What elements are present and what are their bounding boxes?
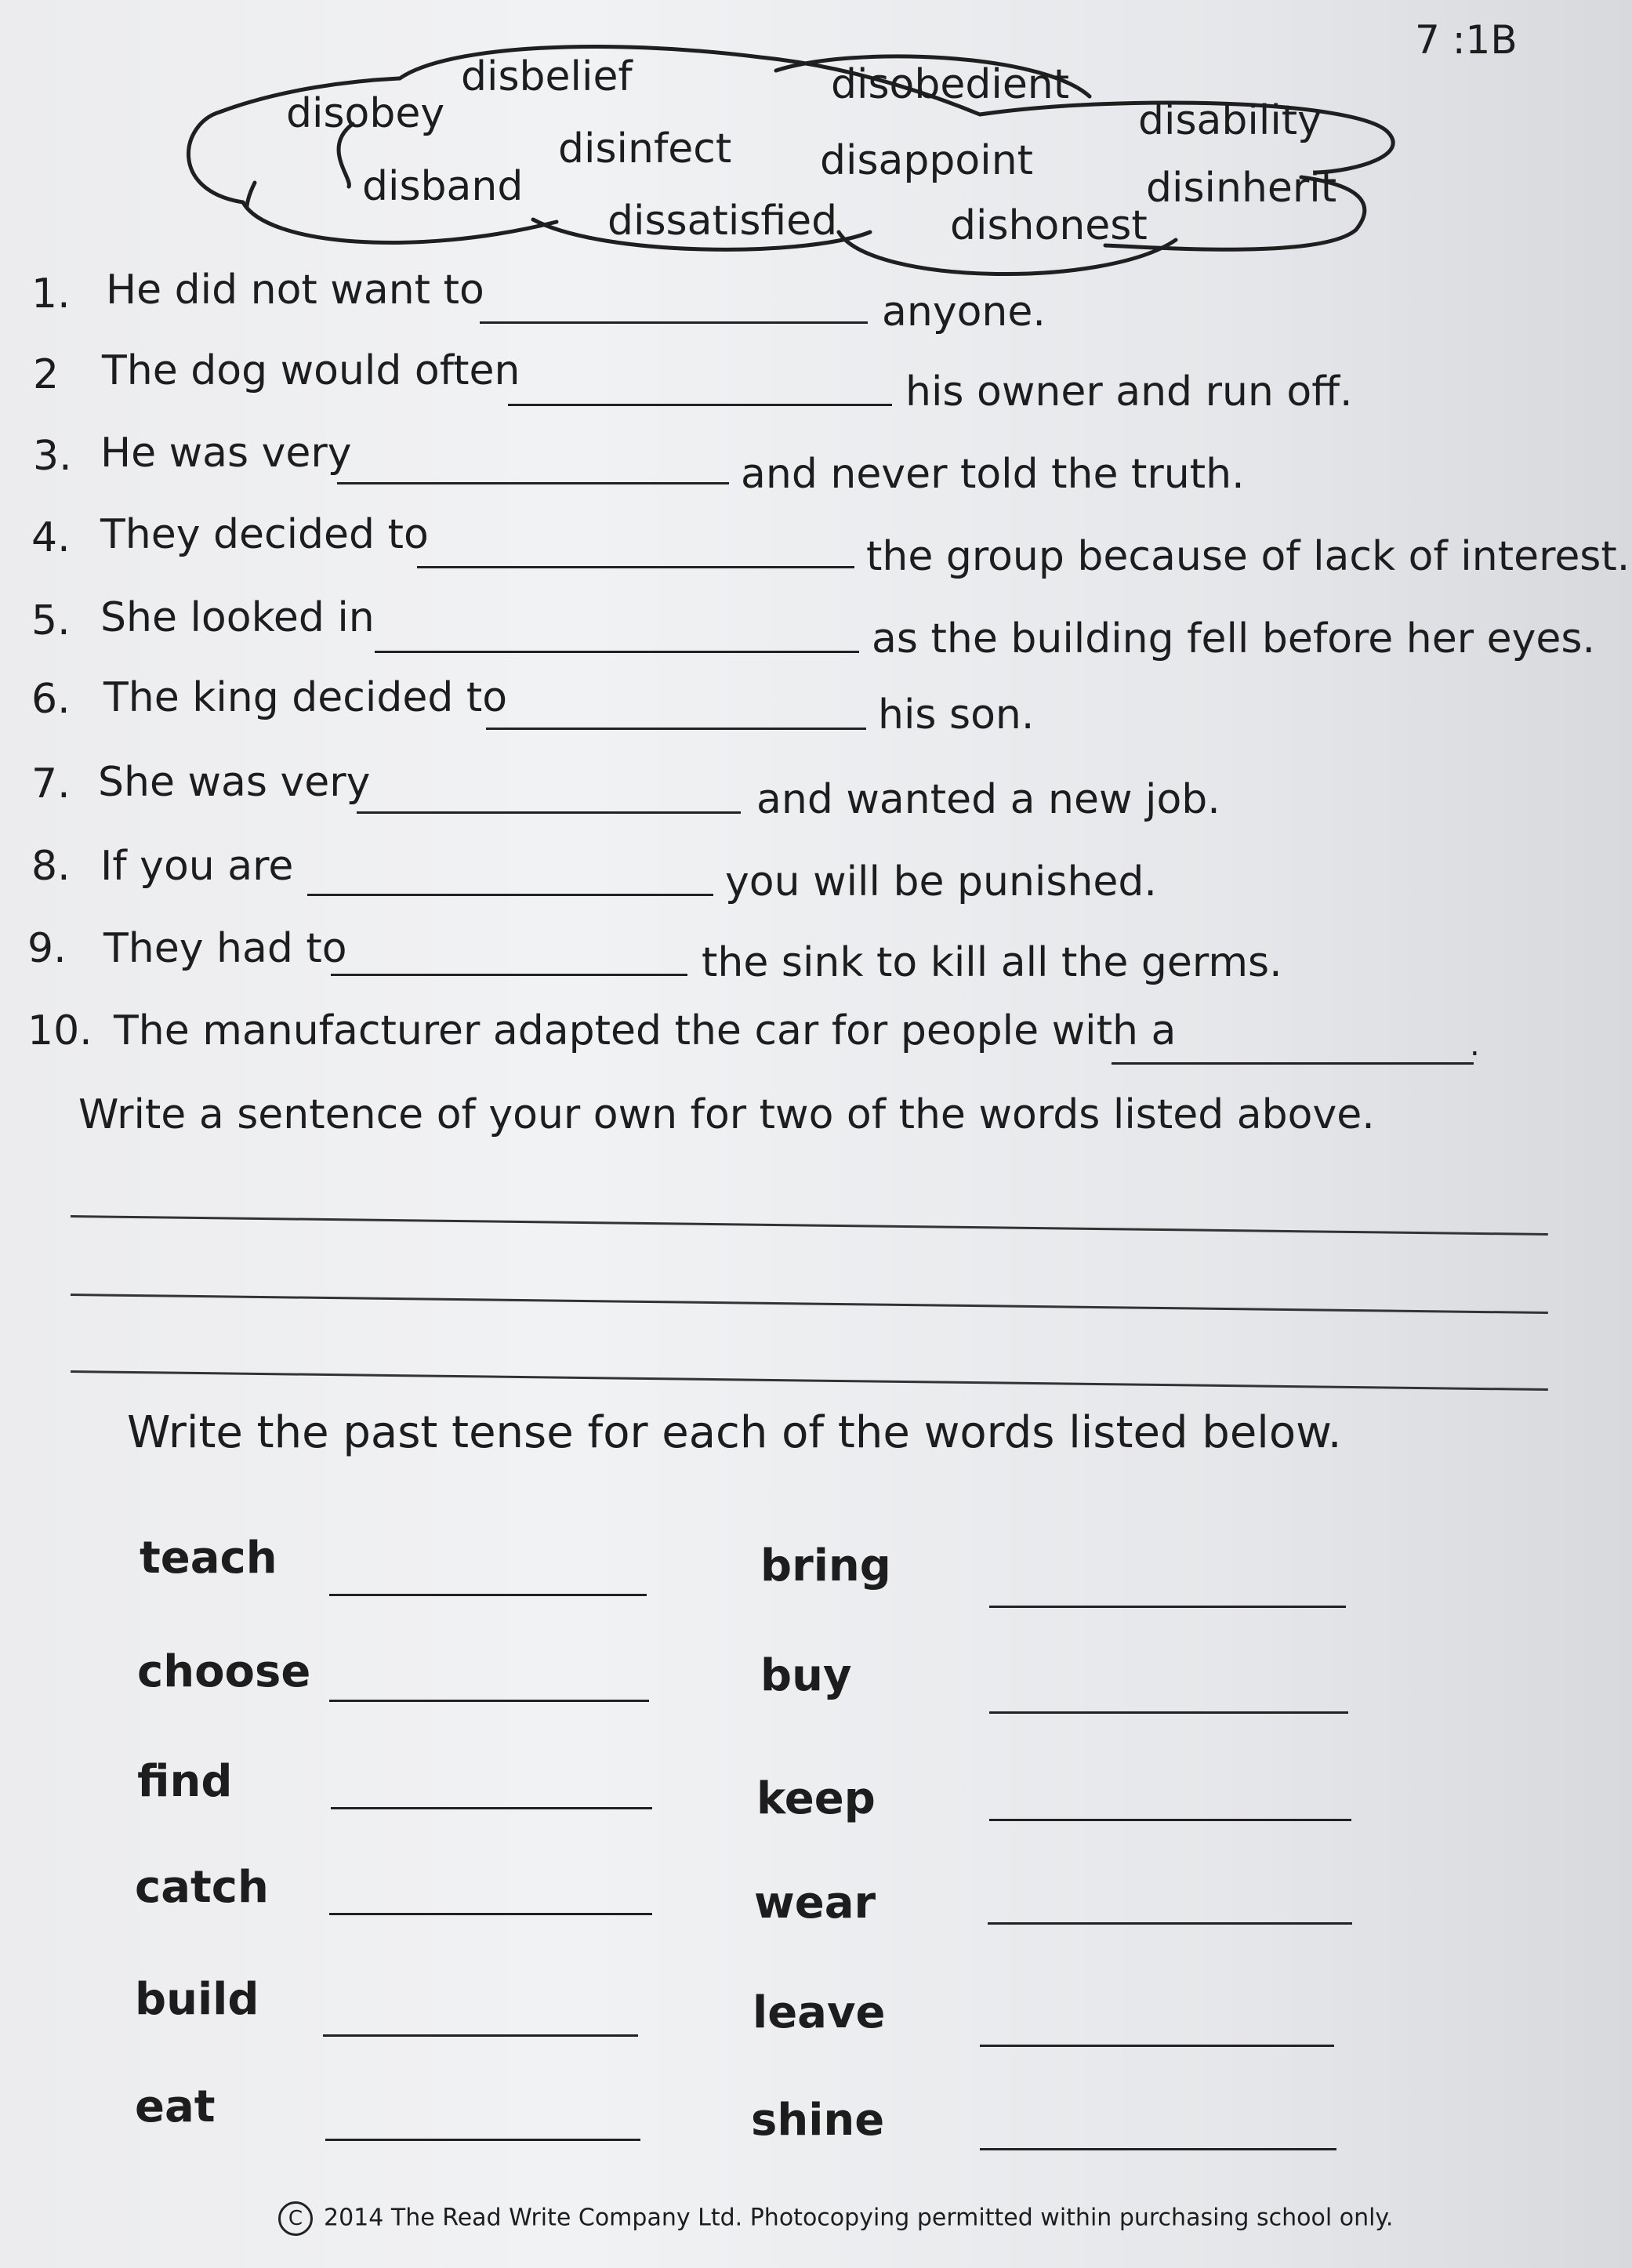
past-tense-instruction: Write the past tense for each of the words listed below. xyxy=(127,1407,1342,1458)
past-tense-answer-blank[interactable] xyxy=(980,2045,1334,2047)
question-answer-blank[interactable] xyxy=(508,404,892,406)
question-text-after: as the building fell before her eyes. xyxy=(872,615,1595,662)
question-text-after: his son. xyxy=(878,691,1035,738)
word-bank-item: disband xyxy=(362,163,524,210)
question-text-before: She looked in xyxy=(100,594,375,641)
question-answer-blank[interactable] xyxy=(307,894,713,896)
past-tense-word: catch xyxy=(135,1862,269,1913)
past-tense-word: wear xyxy=(754,1878,876,1929)
page-code: 7 :1B xyxy=(1415,17,1518,63)
question-number: 6. xyxy=(31,676,71,723)
question-number: 8. xyxy=(31,843,71,890)
question-text-before: He did not want to xyxy=(106,267,484,314)
question-number: 4. xyxy=(31,514,71,561)
question-number: 2 xyxy=(33,351,60,398)
past-tense-word: bring xyxy=(760,1540,891,1591)
question-text-after: and never told the truth. xyxy=(741,451,1245,498)
past-tense-answer-blank[interactable] xyxy=(331,1807,652,1809)
past-tense-answer-blank[interactable] xyxy=(989,1819,1351,1821)
past-tense-word: keep xyxy=(756,1773,876,1824)
past-tense-answer-blank[interactable] xyxy=(329,1594,647,1596)
past-tense-answer-blank[interactable] xyxy=(323,2034,638,2037)
question-number: 10. xyxy=(27,1007,92,1054)
past-tense-word: build xyxy=(135,1974,259,2025)
past-tense-answer-blank[interactable] xyxy=(989,1711,1348,1714)
sentence-writing-line[interactable] xyxy=(71,1370,1548,1391)
past-tense-word: choose xyxy=(137,1646,311,1697)
word-bank-item: dissatisfied xyxy=(607,198,838,245)
sentence-writing-line[interactable] xyxy=(71,1215,1548,1236)
sentence-writing-line[interactable] xyxy=(71,1294,1548,1314)
copyright-icon: C xyxy=(278,2201,313,2236)
question-text-after: the group because of lack of interest. xyxy=(866,533,1630,580)
question-text-before: He was very xyxy=(100,430,352,477)
question-text-after: anyone. xyxy=(882,288,1046,336)
question-text-before: They had to xyxy=(103,925,347,972)
question-text-before: If you are xyxy=(100,843,294,890)
question-text-after: and wanted a new job. xyxy=(756,776,1220,823)
word-bank-item: disobey xyxy=(286,90,445,137)
question-number: 9. xyxy=(27,925,67,972)
copyright-text: 2014 The Read Write Company Ltd. Photocopying permitted within purchasing school only. xyxy=(324,2204,1394,2232)
word-bank-item: dishonest xyxy=(950,202,1148,249)
question-answer-blank[interactable] xyxy=(331,974,687,976)
question-text-after: his owner and run off. xyxy=(905,368,1353,415)
word-bank-item: disability xyxy=(1138,97,1322,144)
question-text-after: you will be punished. xyxy=(725,858,1157,905)
question-text-after: the sink to kill all the germs. xyxy=(702,939,1282,986)
past-tense-word: shine xyxy=(751,2095,885,2146)
copyright-footer xyxy=(278,2201,1393,2236)
sentence-instruction: Write a sentence of your own for two of the words listed above. xyxy=(78,1091,1375,1138)
question-answer-blank[interactable] xyxy=(375,651,859,653)
past-tense-answer-blank[interactable] xyxy=(329,1700,649,1702)
question-number: 7. xyxy=(31,760,71,807)
question-text-before: She was very xyxy=(98,759,371,806)
question-text-before: They decided to xyxy=(100,511,429,558)
past-tense-word: teach xyxy=(140,1533,277,1584)
question-text-before: The king decided to xyxy=(103,674,508,721)
question-text-before: The manufacturer adapted the car for people with a xyxy=(114,1007,1177,1054)
past-tense-answer-blank[interactable] xyxy=(980,2148,1336,2150)
past-tense-answer-blank[interactable] xyxy=(329,1913,652,1915)
question-number: 3. xyxy=(33,433,72,480)
past-tense-word: eat xyxy=(135,2081,216,2132)
question-answer-blank[interactable] xyxy=(357,811,741,814)
question-text-before: The dog would often xyxy=(102,347,520,394)
question-answer-blank[interactable] xyxy=(337,482,729,484)
past-tense-word: leave xyxy=(753,1987,886,2038)
question-answer-blank[interactable] xyxy=(1112,1062,1474,1065)
past-tense-answer-blank[interactable] xyxy=(989,1606,1346,1608)
question-number: 5. xyxy=(31,597,71,644)
past-tense-word: find xyxy=(137,1756,233,1807)
word-bank-item: disbelief xyxy=(461,53,633,100)
word-bank-item: disinfect xyxy=(558,125,732,172)
past-tense-word: buy xyxy=(760,1650,852,1701)
question-answer-blank[interactable] xyxy=(417,566,854,568)
word-bank-item: disobedient xyxy=(831,61,1070,108)
question-text-after: . xyxy=(1470,1027,1480,1063)
question-answer-blank[interactable] xyxy=(480,321,868,324)
question-answer-blank[interactable] xyxy=(486,728,866,730)
word-bank-item: disappoint xyxy=(820,137,1034,184)
past-tense-answer-blank[interactable] xyxy=(988,1922,1352,1925)
past-tense-answer-blank[interactable] xyxy=(325,2139,640,2141)
question-number: 1. xyxy=(31,270,71,318)
word-bank-item: disinherit xyxy=(1146,165,1337,212)
